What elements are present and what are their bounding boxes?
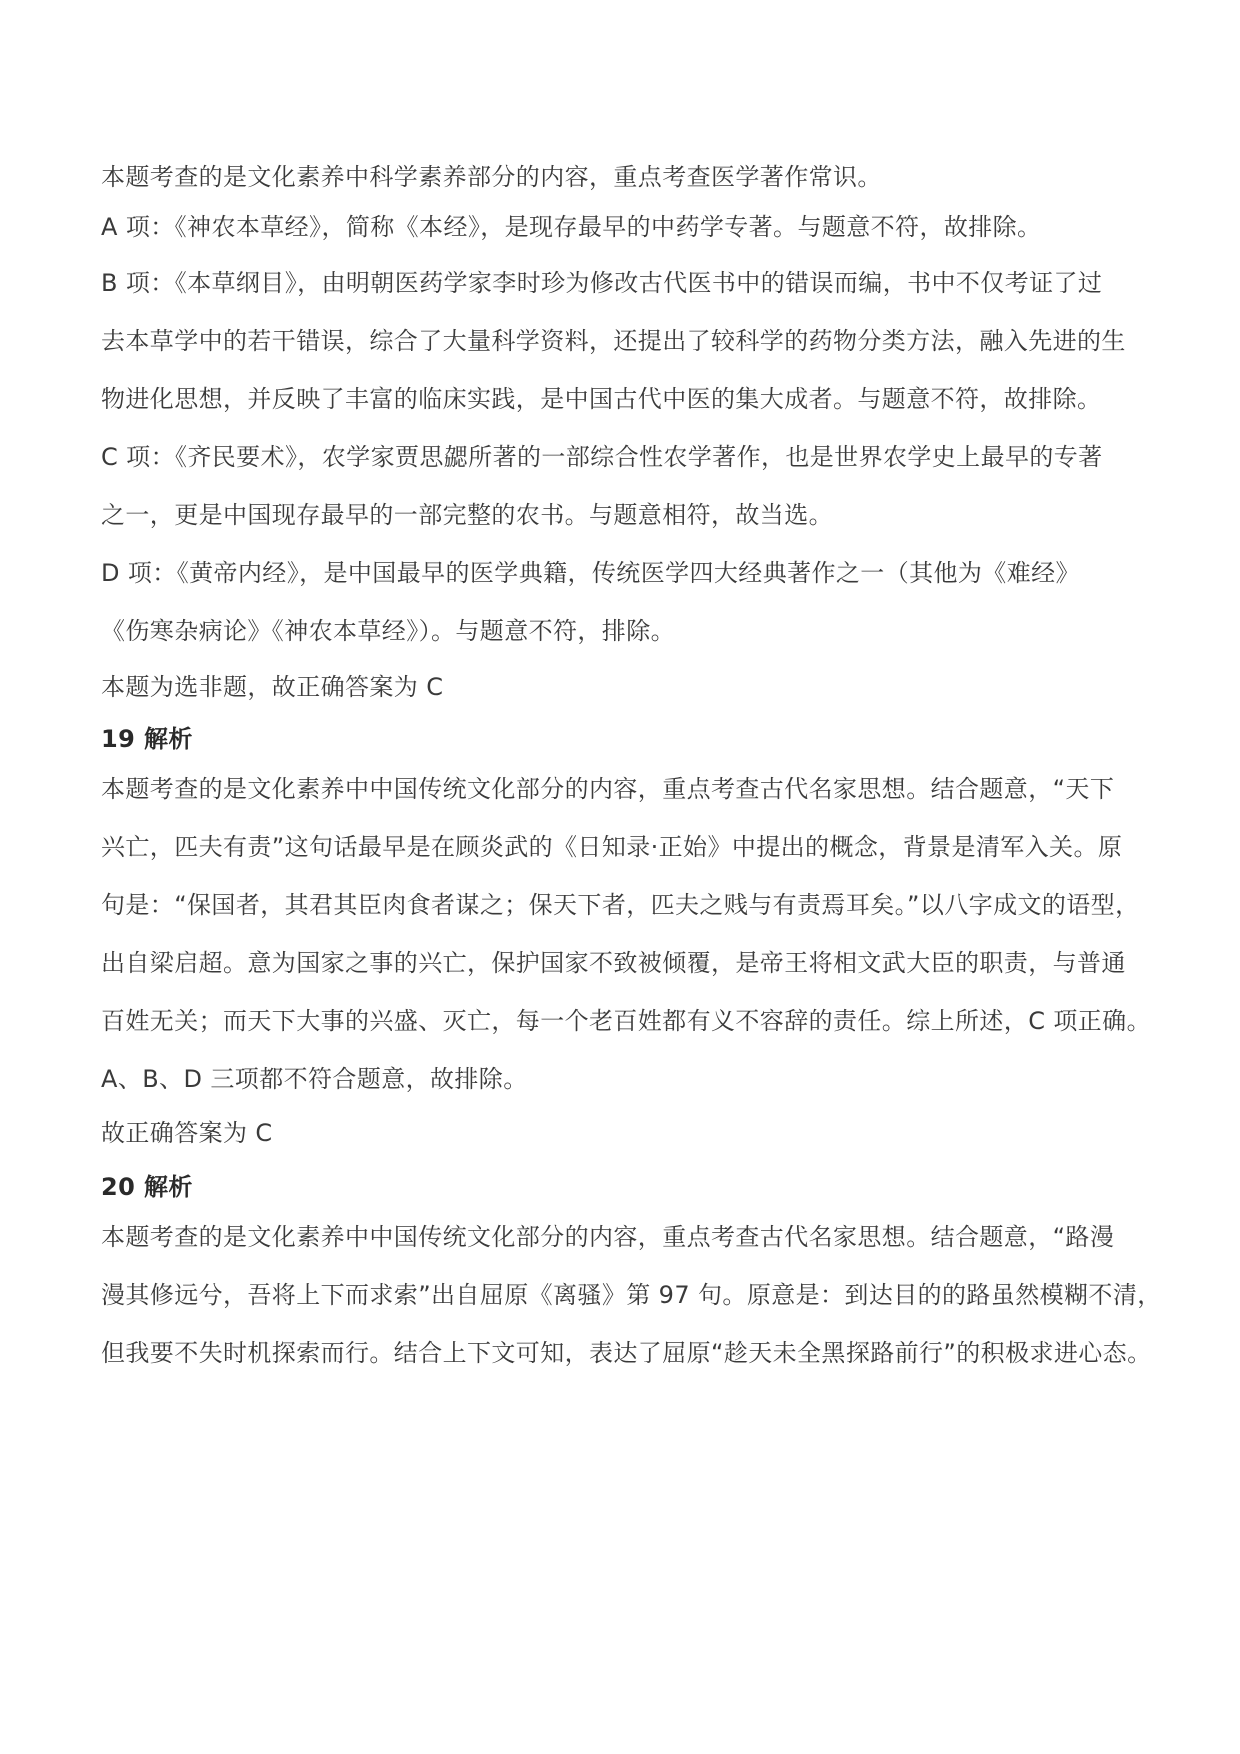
option-c-text-line-2: 之一，更是中国现存最早的一部完整的农书。与题意相符，故当选。 xyxy=(101,501,833,529)
option-d-text-line-2: 《伤寒杂病论》《神农本草经》）。与题意不符，排除。 xyxy=(101,617,675,645)
option-c-text-line-1: C 项：《齐民要术》，农学家贾思勰所著的一部综合性农学著作，也是世界农学史上最早的专著 xyxy=(101,443,1103,471)
answer-18: 本题为选非题，故正确答案为 C xyxy=(101,673,444,701)
analysis-20-line-2: 漫其修远兮，吾将上下而求索”出自屈原《离骚》第 97 句。原意是：到达目的的路虽然模糊不清， xyxy=(101,1281,1162,1309)
heading-20: 20 解析 xyxy=(101,1173,193,1201)
analysis-20-line-3: 但我要不失时机探索而行。结合上下文可知，表达了屈原“趁天未全黑探路前行”的积极求进心态。 xyxy=(101,1339,1152,1367)
analysis-20-line-1: 本题考查的是文化素养中中国传统文化部分的内容，重点考查古代名家思想。结合题意，“路漫 xyxy=(101,1223,1115,1251)
analysis-19-line-5: 百姓无关；而天下大事的兴盛、灭亡，每一个老百姓都有义不容辞的责任。综上所述，C 项正确。 xyxy=(101,1007,1151,1035)
analysis-19-line-4: 出自梁启超。意为国家之事的兴亡，保护国家不致被倾覆，是帝王将相文武大臣的职责，与普通 xyxy=(101,949,1126,977)
option-a-text: A 项：《神农本草经》，简称《本经》，是现存最早的中药学专著。与题意不符，故排除。 xyxy=(101,213,1042,241)
heading-19: 19 解析 xyxy=(101,725,193,753)
option-b-text-line-1: B 项：《本草纲目》，由明朝医药学家李时珍为修改古代医书中的错误而编，书中不仅考证了过 xyxy=(101,269,1103,297)
paragraph-intro-18: 本题考查的是文化素养中科学素养部分的内容，重点考查医学著作常识。 xyxy=(101,163,882,191)
answer-19: 故正确答案为 C xyxy=(101,1119,273,1147)
analysis-19-line-2: 兴亡，匹夫有责”这句话最早是在顾炎武的《日知录·正始》中提出的概念，背景是清军入关。原 xyxy=(101,833,1123,861)
option-d-text-line-1: D 项：《黄帝内经》，是中国最早的医学典籍，传统医学四大经典著作之一（其他为《难经》 xyxy=(101,559,1080,587)
option-b-text-line-2: 去本草学中的若干错误，综合了大量科学资料，还提出了较科学的药物分类方法，融入先进的生 xyxy=(101,327,1126,355)
analysis-19-line-3: 句是：“保国者，其君其臣肉食者谋之；保天下者，匹夫之贱与有责焉耳矣。”以八字成文的语型， xyxy=(101,891,1140,919)
exclusion-19: A、B、D 三项都不符合题意，故排除。 xyxy=(101,1065,528,1093)
option-b-text-line-3: 物进化思想，并反映了丰富的临床实践，是中国古代中医的集大成者。与题意不符，故排除。 xyxy=(101,385,1102,413)
analysis-19-line-1: 本题考查的是文化素养中中国传统文化部分的内容，重点考查古代名家思想。结合题意，“天下 xyxy=(101,775,1115,803)
